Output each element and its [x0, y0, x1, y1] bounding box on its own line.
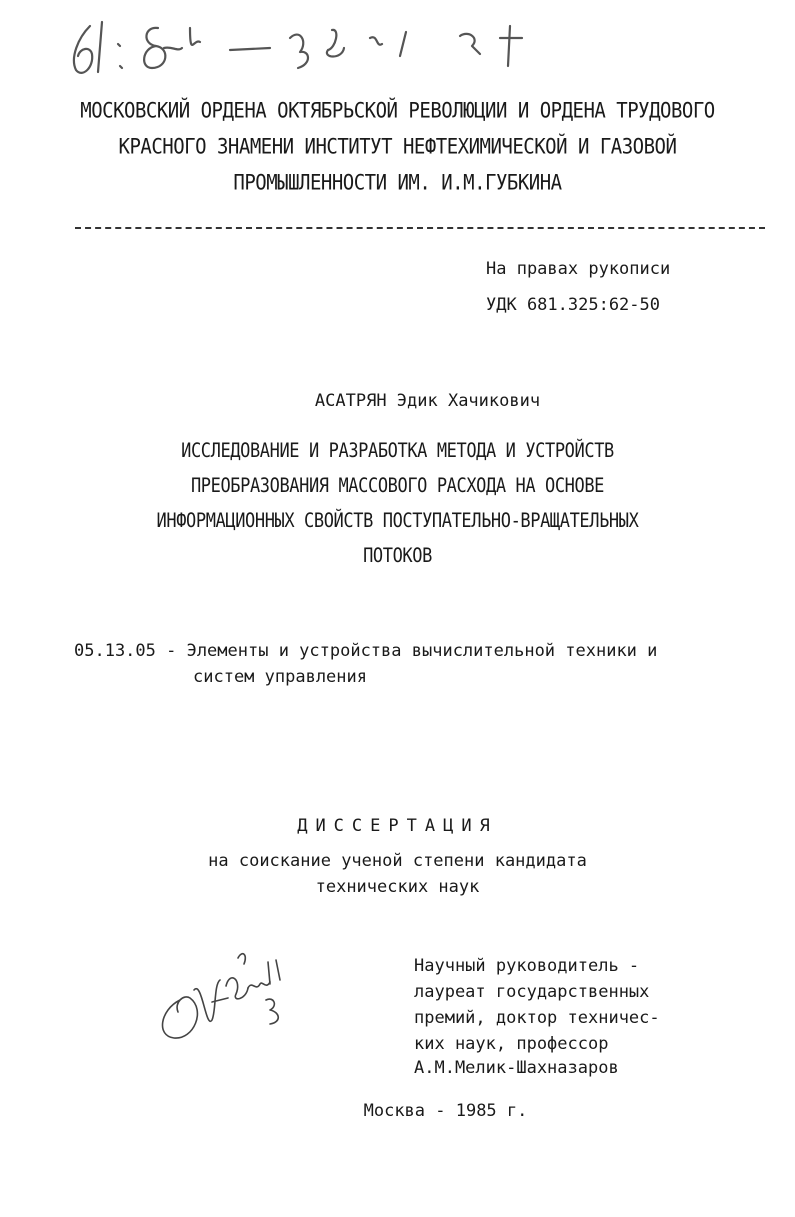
advisor-name: А.М.Мелик-Шахназаров [414, 1058, 619, 1078]
title-line-2: ПРЕОБРАЗОВАНИЯ МАССОВОГО РАСХОДА НА ОСНОВЕ [190, 474, 605, 498]
advisor-line-3: премий, доктор техничес- [414, 1008, 660, 1028]
title-line-1: ИССЛЕДОВАНИЕ И РАЗРАБОТКА МЕТОДА И УСТРОЙСТВ [181, 439, 614, 463]
advisor-line-1: Научный руководитель - [414, 956, 640, 976]
place-and-year: Москва - 1985 г. [363, 1101, 528, 1121]
title-line-4: ПОТОКОВ [363, 544, 432, 568]
institution-line-2: КРАСНОГО ЗНАМЕНИ ИНСТИТУТ НЕФТЕХИМИЧЕСКОЙ И ГАЗОВОЙ [118, 134, 677, 160]
handwritten-archive-number [60, 8, 560, 88]
title-line-3: ИНФОРМАЦИОННЫХ СВОЙСТВ ПОСТУПАТЕЛЬНО-ВРАЩАТЕЛЬНЫХ [156, 509, 639, 533]
institution-line-1: МОСКОВСКИЙ ОРДЕНА ОКТЯБРЬСКОЙ РЕВОЛЮЦИИ И ОРДЕНА ТРУДОВОГО [80, 98, 715, 124]
institution-line-3: ПРОМЫШЛЕННОСТИ ИМ. И.М.ГУБКИНА [233, 170, 562, 196]
degree-line-2: технических наук [315, 877, 480, 897]
advisor-line-4: ких наук, профессор [414, 1034, 609, 1054]
advisor-line-2: лауреат государственных [414, 982, 650, 1002]
dashed-divider [75, 227, 765, 229]
specialty-continuation: систем управления [193, 667, 367, 687]
udk-code: УДК 681.325:62-50 [486, 295, 660, 315]
specialty-code: 05.13.05 - Элементы и устройства вычислительной техники и [74, 641, 658, 661]
degree-line-1: на соискание ученой степени кандидата [208, 851, 587, 871]
handwritten-signature [150, 940, 310, 1050]
rights-notice: На правах рукописи [486, 259, 671, 279]
dissertation-heading: ДИССЕРТАЦИЯ [297, 816, 498, 836]
author-name: АСАТРЯН Эдик Хачикович [314, 391, 541, 411]
